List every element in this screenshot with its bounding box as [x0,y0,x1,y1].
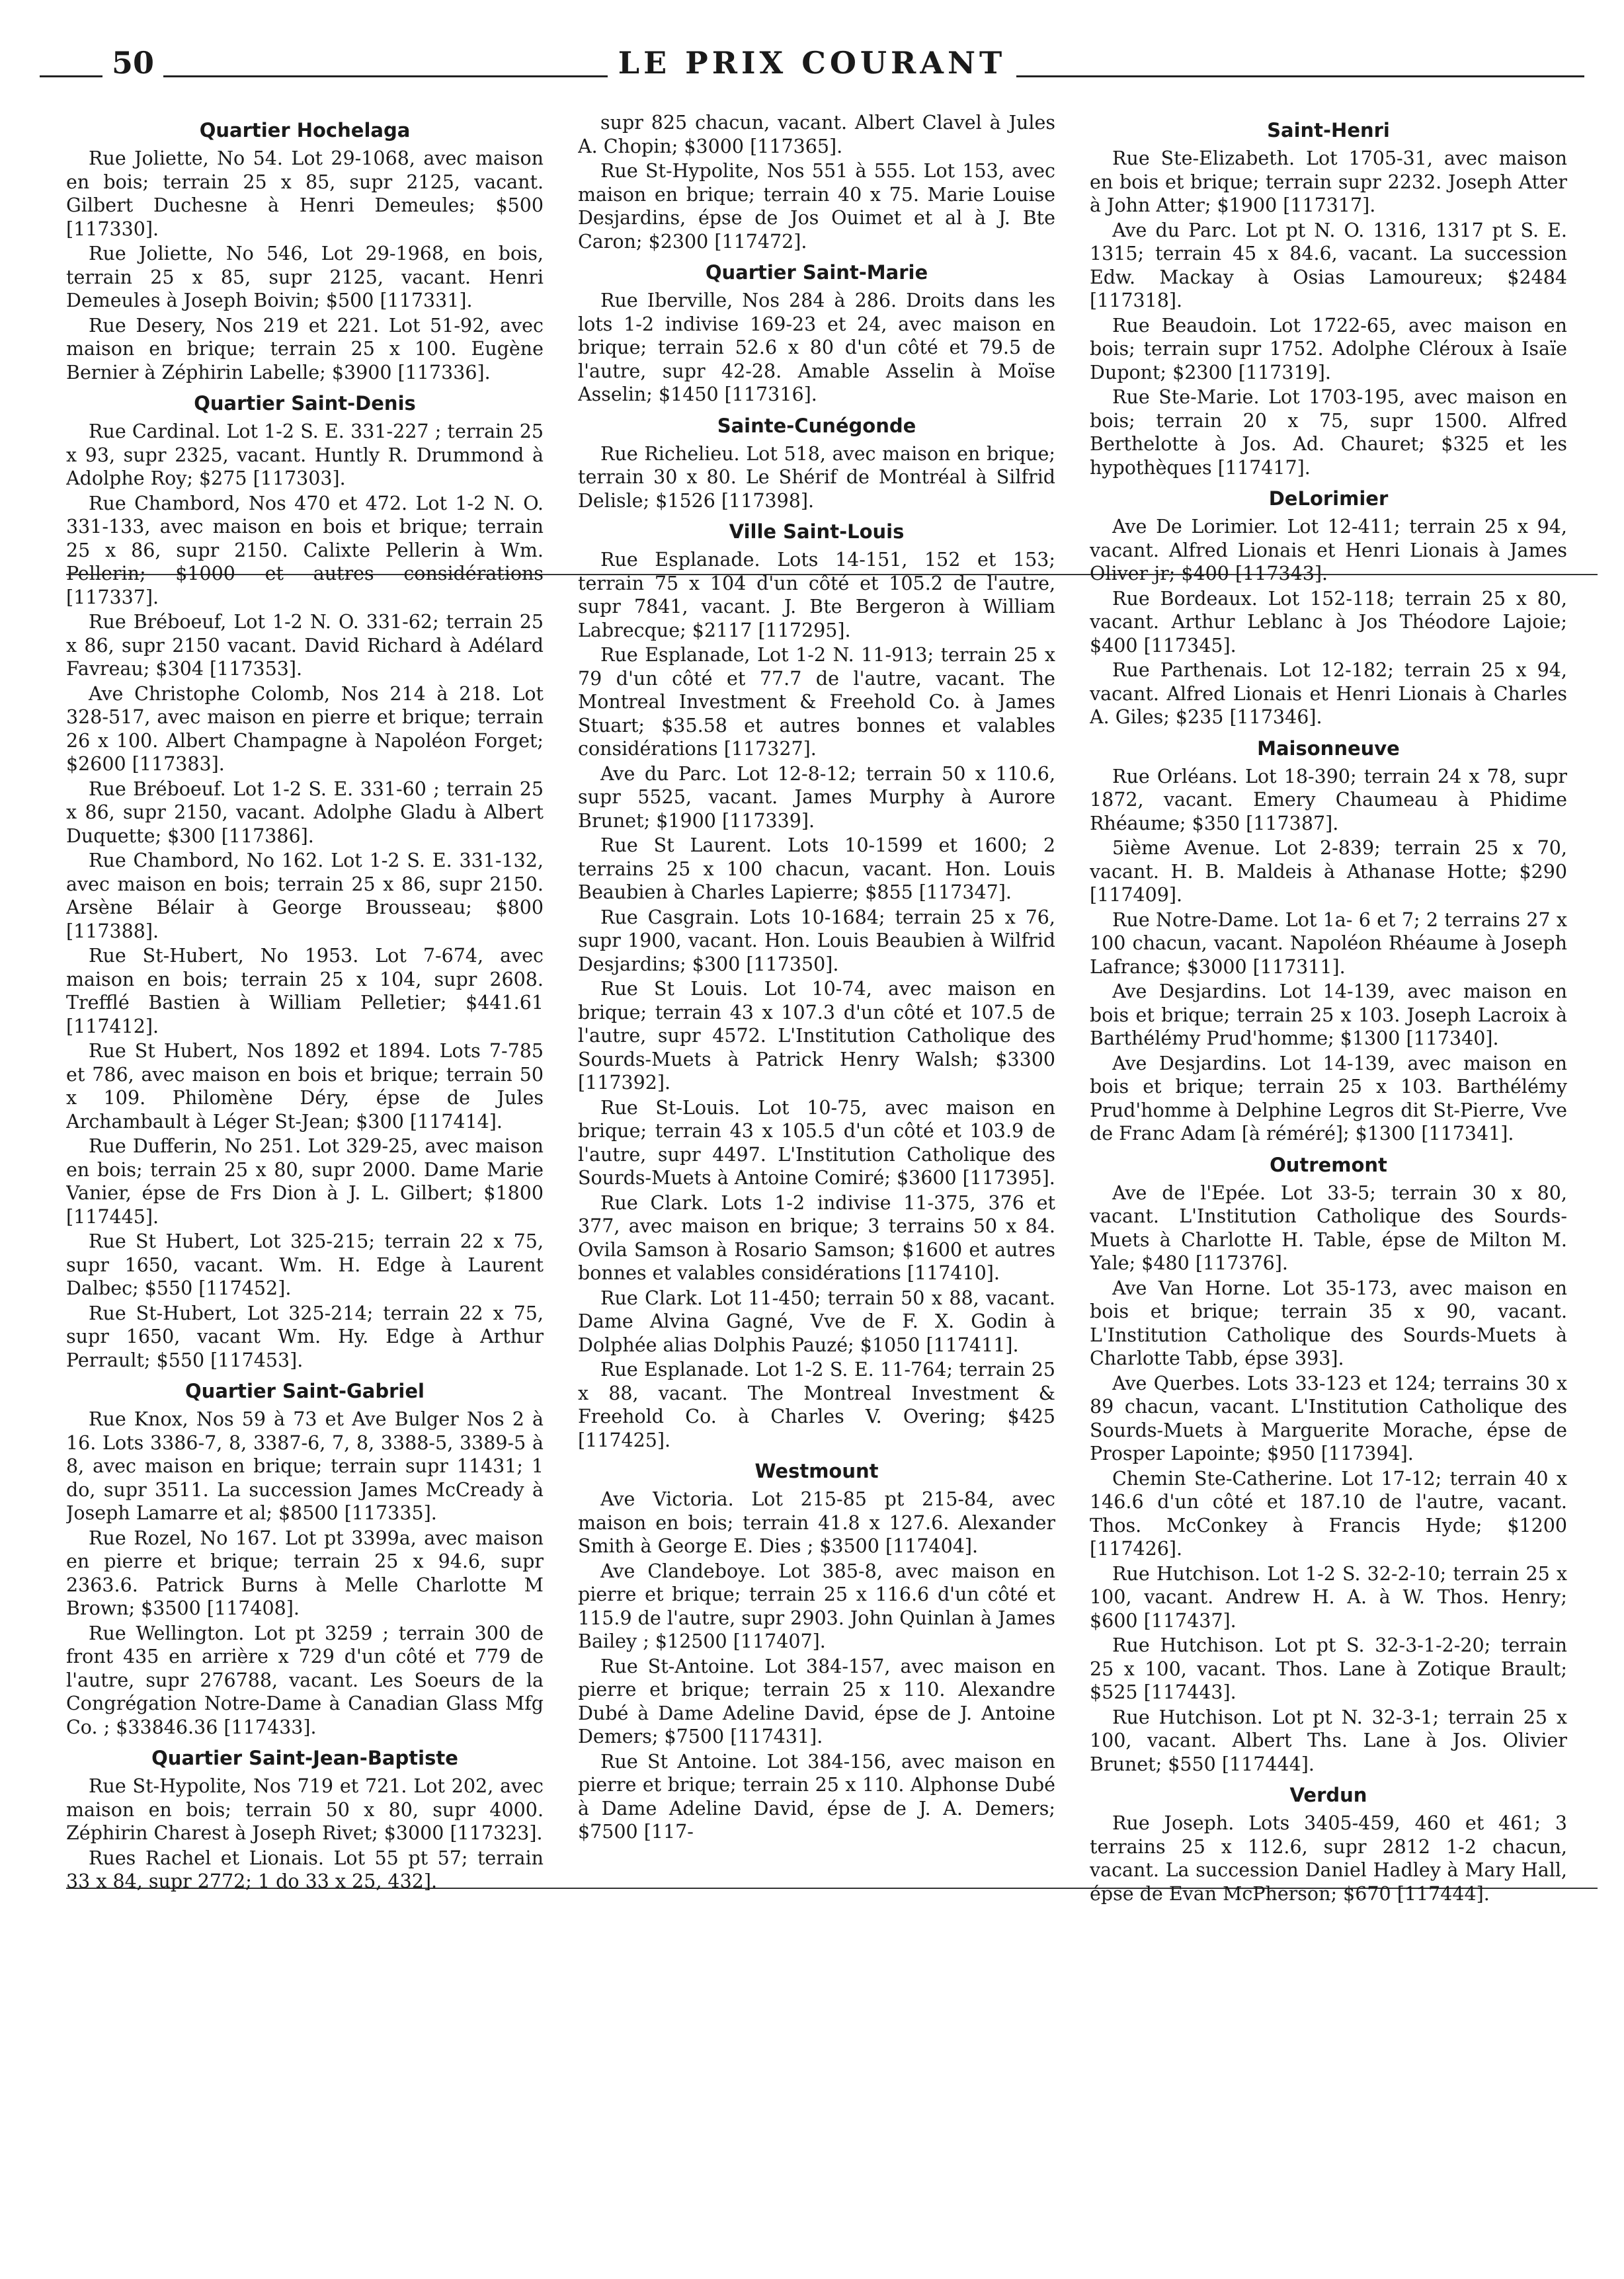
transaction-entry: Rue Ste-Elizabeth. Lot 1705-31, avec maison en bois et brique; terrain supr 2232. Joseph Atter à John Atter; $1900 [117317]. [1090,147,1567,216]
column-1 [66,111,544,2260]
transaction-entry: Rue St-Hypolite, Nos 719 et 721. Lot 202, avec maison en bois; terrain 50 x 80, supr 4000. Zéphirin Charest à Joseph Rivet; $3000 [117323]. [66,1775,544,1844]
transaction-entry: Ave du Parc. Lot 12-8-12; terrain 50 x 110.6, supr 5525, vacant. James Murphy à Aurore Brunet; $1900 [117339]. [578,762,1055,832]
transaction-entry: supr 825 chacun, vacant. Albert Clavel à Jules A. Chopin; $3000 [117365]. [578,112,1055,157]
transaction-entry: Rue Richelieu. Lot 518, avec maison en brique; terrain 30 x 80. Le Shérif de Montréal à Silfrid Delisle; $1526 [117398]. [578,442,1055,512]
transaction-entry: Rue Beaudoin. Lot 1722-65, avec maison en bois; terrain supr 1752. Adolphe Cléroux à Isaïe Dupont; $2300 [117319]. [1090,314,1567,383]
section-title: Ville Saint-Louis [729,520,905,543]
transaction-entry: Rue Knox, Nos 59 à 73 et Ave Bulger Nos 2 à 16. Lots 3386-7, 8, 3387-6, 7, 8, 3388-5, 3389-5 à 8, avec maison en brique; terrain supr 11431; 1 do, supr 3511. La succession James McCready à Joseph Lamarre et al; $8500 [117335]. [66,1408,544,1524]
transaction-entry: Rue Bordeaux. Lot 152-118; terrain 25 x 80, vacant. Arthur Leblanc à Jos Théodore Lajoie; $400 [117345]. [1090,587,1567,657]
transaction-entry: Rue St Laurent. Lots 10-1599 et 1600; 2 terrains 25 x 100 chacun, vacant. Hon. Louis Beaubien à Charles Lapierre; $855 [117347]. [578,834,1055,903]
section-title: Westmount [754,1460,879,1482]
transaction-entry: Rue Orléans. Lot 18-390; terrain 24 x 78, supr 1872, vacant. Emery Chaumeau à Phidime Rhéaume; $350 [117387]. [1090,765,1567,834]
article-columns [66,111,1567,2260]
transaction-entry: Rue St Hubert, Nos 1892 et 1894. Lots 7-785 et 786, avec maison en bois et brique; terrain 50 x 109. Philomène Déry, épse de Jules Archambault à Léger St-Jean; $300 [117414]. [66,1040,544,1133]
transaction-entry: Rue Rozel, No 167. Lot pt 3399a, avec maison en pierre et brique; terrain 25 x 94.6, supr 2363.6. Patrick Burns à Melle Charlotte M Brown; $3500 [117408]. [66,1527,544,1619]
transaction-entry: Rue Chambord, No 162. Lot 1-2 S. E. 331-132, avec maison en bois; terrain 25 x 86, supr 2150. Arsène Bélair à George Brousseau; $800 [117388]. [66,850,544,942]
transaction-entry: Rue Dufferin, No 251. Lot 329-25, avec maison en bois; terrain 25 x 80, supr 2000. Dame Marie Vanier, épse de Frs Dion à J. L. Gilbert; $1800 [117445]. [66,1135,544,1228]
page-title-text: LE PRIX COURANT [608,45,1016,81]
transaction-entry: Rue Clark. Lot 11-450; terrain 50 x 88, vacant. Dame Alvina Gagné, Vve de F. X. Godin à Dolphée alias Dolphis Pauzé; $1050 [117411]. [578,1287,1055,1356]
transaction-entry: Rue Casgrain. Lots 10-1684; terrain 25 x 76, supr 1900, vacant. Hon. Louis Beaubien à Wilfrid Desjardins; $300 [117350]. [578,906,1055,975]
transaction-entry: Rue Joseph. Lots 3405-459, 460 et 461; 3 terrains 25 x 112.6, supr 2812 1-2 chacun, vacant. La succession Daniel Hadley à Mary Hall, épse de Evan McPherson; $670 [117444]. [1090,1812,1567,1905]
transaction-entry: Rue St-Louis. Lot 10-75, avec maison en brique; terrain 43 x 105.5 d'un côté et 103.9 de l'autre, supr 4497. L'Institution Catholique des Sourds-Muets à Antoine Comiré; $3600 [117395]. [578,1096,1055,1189]
transaction-entry: Rue Hutchison. Lot pt S. 32-3-1-2-20; terrain 25 x 100, vacant. Thos. Lane à Zotique Brault; $525 [117443]. [1090,1634,1567,1703]
transaction-entry: Rue St Louis. Lot 10-74, avec maison en brique; terrain 43 x 107.3 d'un côté et 107.5 de l'autre, supr 4572. L'Institution Catholique des Sourds-Muets à Patrick Henry Walsh; $3300 [117392]. [578,978,1055,1094]
transaction-entry: 5ième Avenue. Lot 2-839; terrain 25 x 70, vacant. H. B. Maldeis à Athanase Hotte; $290 [117409]. [1090,837,1567,906]
section-title: Quartier Saint-Marie [705,261,928,284]
transaction-entry: Rue Notre-Dame. Lot 1a- 6 et 7; 2 terrains 27 x 100 chacun, vacant. Napoléon Rhéaume à Joseph Lafrance; $3000 [117311]. [1090,908,1567,978]
transaction-entry: Rue Esplanade. Lot 1-2 S. E. 11-764; terrain 25 x 88, vacant. The Montreal Investment & Freehold Co. à Charles V. Overing; $425 [117425]. [578,1359,1055,1451]
transaction-entry: Ave Christophe Colomb, Nos 214 à 218. Lot 328-517, avec maison en pierre et brique; terrain 26 x 100. Albert Champagne à Napoléon Forget; $2600 [117383]. [66,682,544,775]
column-3 [1090,111,1567,2260]
transaction-entry: Rue Clark. Lots 1-2 indivise 11-375, 376 et 377, avec maison en brique; 3 terrains 50 x 84. Ovila Samson à Rosario Samson; $1600 et autres bonnes et valables considérations [117410]. [578,1191,1055,1284]
transaction-entry: Rue Desery, Nos 219 et 221. Lot 51-92, avec maison en brique; terrain 25 x 100. Eugène Bernier à Zéphirin Labelle; $3900 [117336]. [66,314,544,383]
transaction-entry: Rue Esplanade. Lots 14-151, 152 et 153; terrain 75 x 104 d'un côté et 105.2 de l'autre, supr 7841, vacant. J. Bte Bergeron à William Labrecque; $2117 [117295]. [578,549,1055,641]
transaction-entry: Ave Querbes. Lots 33-123 et 124; terrains 30 x 89 chacun, vacant. L'Institution Catholique des Sourds-Muets à Marguerite Morache, épse de Prosper Lapointe; $950 [117394]. [1090,1372,1567,1464]
section-title: Quartier Saint-Gabriel [185,1380,425,1402]
section-title: Outremont [1270,1153,1387,1176]
section-title: Quartier Saint-Jean-Baptiste [151,1747,458,1769]
section-title: Saint-Henri [1267,119,1390,141]
transaction-entry: Rue Hutchison. Lot pt N. 32-3-1; terrain 25 x 100, vacant. Albert Ths. Lane à Jos. Olivier Brunet; $550 [117444]. [1090,1706,1567,1775]
transaction-entry: Ave Clandeboye. Lot 385-8, avec maison en pierre et brique; terrain 25 x 116.6 d'un côté et 115.9 de l'autre, supr 2903. John Quinlan à James Bailey ; $12500 [117407]. [578,1560,1055,1652]
transaction-entry: Chemin Ste-Catherine. Lot 17-12; terrain 40 x 146.6 d'un côté et 187.10 de l'autre, vacant. Thos. McConkey à Francis Hyde; $1200 [117426]. [1090,1467,1567,1560]
transaction-entry: Rue St-Hubert, No 1953. Lot 7-674, avec maison en bois; terrain 25 x 104, supr 2608. Trefflé Bastien à William Pelletier; $441.61 [117412]. [66,945,544,1037]
transaction-entry: Rue Wellington. Lot pt 3259 ; terrain 300 de front 435 en arrière x 729 d'un côté et 779 de l'autre, supr 276788, vacant. Les Soeurs de la Congrégation Notre-Dame à Canadian Glass Mfg Co. ; $33846.36 [117433]. [66,1622,544,1738]
transaction-entry: Rue Bréboeuf, Lot 1-2 N. O. 331-62; terrain 25 x 86, supr 2150 vacant. David Richard à Adélard Favreau; $304 [117353]. [66,611,544,680]
page-title [40,45,1584,81]
section-title: Sainte-Cunégonde [717,414,916,437]
section-title: DeLorimier [1268,487,1389,510]
transaction-entry: Rue St Antoine. Lot 384-156, avec maison en pierre et brique; terrain 25 x 110. Alphonse Dubé à Dame Adeline David, épse de J. A. Demers; $7500 [117- [578,1750,1055,1843]
transaction-entry: Ave du Parc. Lot pt N. O. 1316, 1317 pt S. E. 1315; terrain 45 x 84.6, vacant. La succession Edw. Mackay à Osias Lamoureux; $2484 [117318]. [1090,219,1567,311]
column-2 [578,111,1055,2260]
transaction-entry: Rue Esplanade, Lot 1-2 N. 11-913; terrain 25 x 79 d'un côté et 77.7 de l'autre, vacant. The Montreal Investment & Freehold Co. à James Stuart; $35.58 et autres bonnes et valables considérations [117327]. [578,644,1055,760]
transaction-entry: Rue Joliette, No 546, Lot 29-1968, en bois, terrain 25 x 85, supr 2125, vacant. Henri Demeules à Joseph Boivin; $500 [117331]. [66,243,544,311]
transaction-entry: Ave Van Horne. Lot 35-173, avec maison en bois et brique; terrain 35 x 90, vacant. L'Institution Catholique des Sourds-Muets à Charlotte Tabb, épse 393]. [1090,1277,1567,1369]
transaction-entry: Rues Rachel et Lionais. Lot 55 pt 57; terrain 33 x 84, supr 2772; 1 do 33 x 25, 432]. [66,1847,544,1892]
transaction-entry: Rue Joliette, No 54. Lot 29-1068, avec maison en bois; terrain 25 x 85, supr 2125, vacant. Gilbert Duchesne à Henri Demeules; $500 [117330]. [66,147,544,240]
section-title: Quartier Saint-Denis [194,392,416,415]
page-number: 50 [102,45,163,81]
section-title: Maisonneuve [1257,737,1400,760]
transaction-entry: Ave Desjardins. Lot 14-139, avec maison en bois et brique; terrain 25 x 103. Barthélémy Prud'homme à Delphine Legros dit St-Pierre, Vve de Franc Adam [à réméré]; $1300 [117341]. [1090,1052,1567,1144]
transaction-entry: Ave De Lorimier. Lot 12-411; terrain 25 x 94, vacant. Alfred Lionais et Henri Lionais à James Oliver jr; $400 [117343]. [1090,516,1567,584]
page-header [40,45,1584,85]
transaction-entry: Rue Cardinal. Lot 1-2 S. E. 331-227 ; terrain 25 x 93, supr 2325, vacant. Huntly R. Drummond à Adolphe Roy; $275 [117303]. [66,420,544,489]
transaction-entry: Rue Bréboeuf. Lot 1-2 S. E. 331-60 ; terrain 25 x 86, supr 2150, vacant. Adolphe Gladu à Albert Duquette; $300 [117386]. [66,778,544,847]
transaction-entry: Rue Parthenais. Lot 12-182; terrain 25 x 94, vacant. Alfred Lionais et Henri Lionais à Charles A. Giles; $235 [117346]. [1090,659,1567,728]
transaction-entry: Rue Iberville, Nos 284 à 286. Droits dans les lots 1-2 indivise 169-23 et 24, avec maison en brique; terrain 52.6 x 80 d'un côté et 79.5 de l'autre, supr 42-28. Amable Asselin à Moïse Asselin; $1450 [117316]. [578,290,1055,405]
transaction-entry: Rue St-Antoine. Lot 384-157, avec maison en pierre et brique; terrain 25 x 110. Alexandre Dubé à Dame Adeline David, épse de J. Antoine Demers; $7500 [117431]. [578,1655,1055,1747]
transaction-entry: Ave Victoria. Lot 215-85 pt 215-84, avec maison en bois; terrain 41.8 x 127.6. Alexander Smith à George E. Dies ; $3500 [117404]. [578,1488,1055,1557]
transaction-entry: Rue Ste-Marie. Lot 1703-195, avec maison en bois; terrain 20 x 75, supr 1500. Alfred Berthelotte à Jos. Ad. Chauret; $325 et les hypothèques [117417]. [1090,386,1567,479]
transaction-entry: Rue Hutchison. Lot 1-2 S. 32-2-10; terrain 25 x 100, vacant. Andrew H. A. à W. Thos. Henry; $600 [117437]. [1090,1562,1567,1632]
section-title: Verdun [1289,1784,1367,1806]
transaction-entry: Rue Chambord, Nos 470 et 472. Lot 1-2 N. O. 331-133, avec maison en bois et brique; terrain 25 x 86, supr 2150. Calixte Pellerin à Wm. Pellerin; $1000 et autres considérations [117337]. [66,492,544,608]
section-title: Quartier Hochelaga [199,119,411,141]
transaction-entry: Rue St-Hubert, Lot 325-214; terrain 22 x 75, supr 1650, vacant Wm. Hy. Edge à Arthur Perrault; $550 [117453]. [66,1302,544,1371]
transaction-entry: Rue St-Hypolite, Nos 551 à 555. Lot 153, avec maison en brique; terrain 40 x 75. Marie Louise Desjardins, épse de Jos Ouimet et al à J. Bte Caron; $2300 [117472]. [578,160,1055,253]
transaction-entry: Rue St Hubert, Lot 325-215; terrain 22 x 75, supr 1650, vacant. Wm. H. Edge à Laurent Dalbec; $550 [117452]. [66,1230,544,1299]
transaction-entry: Ave de l'Epée. Lot 33-5; terrain 30 x 80, vacant. L'Institution Catholique des Sourds-Muets à Charlotte H. Table, épse de Milton M. Yale; $480 [117376]. [1090,1181,1567,1274]
transaction-entry: Ave Desjardins. Lot 14-139, avec maison en bois et brique; terrain 25 x 103. Joseph Lacroix à Barthélémy Prud'homme; $1300 [117340]. [1090,980,1567,1049]
